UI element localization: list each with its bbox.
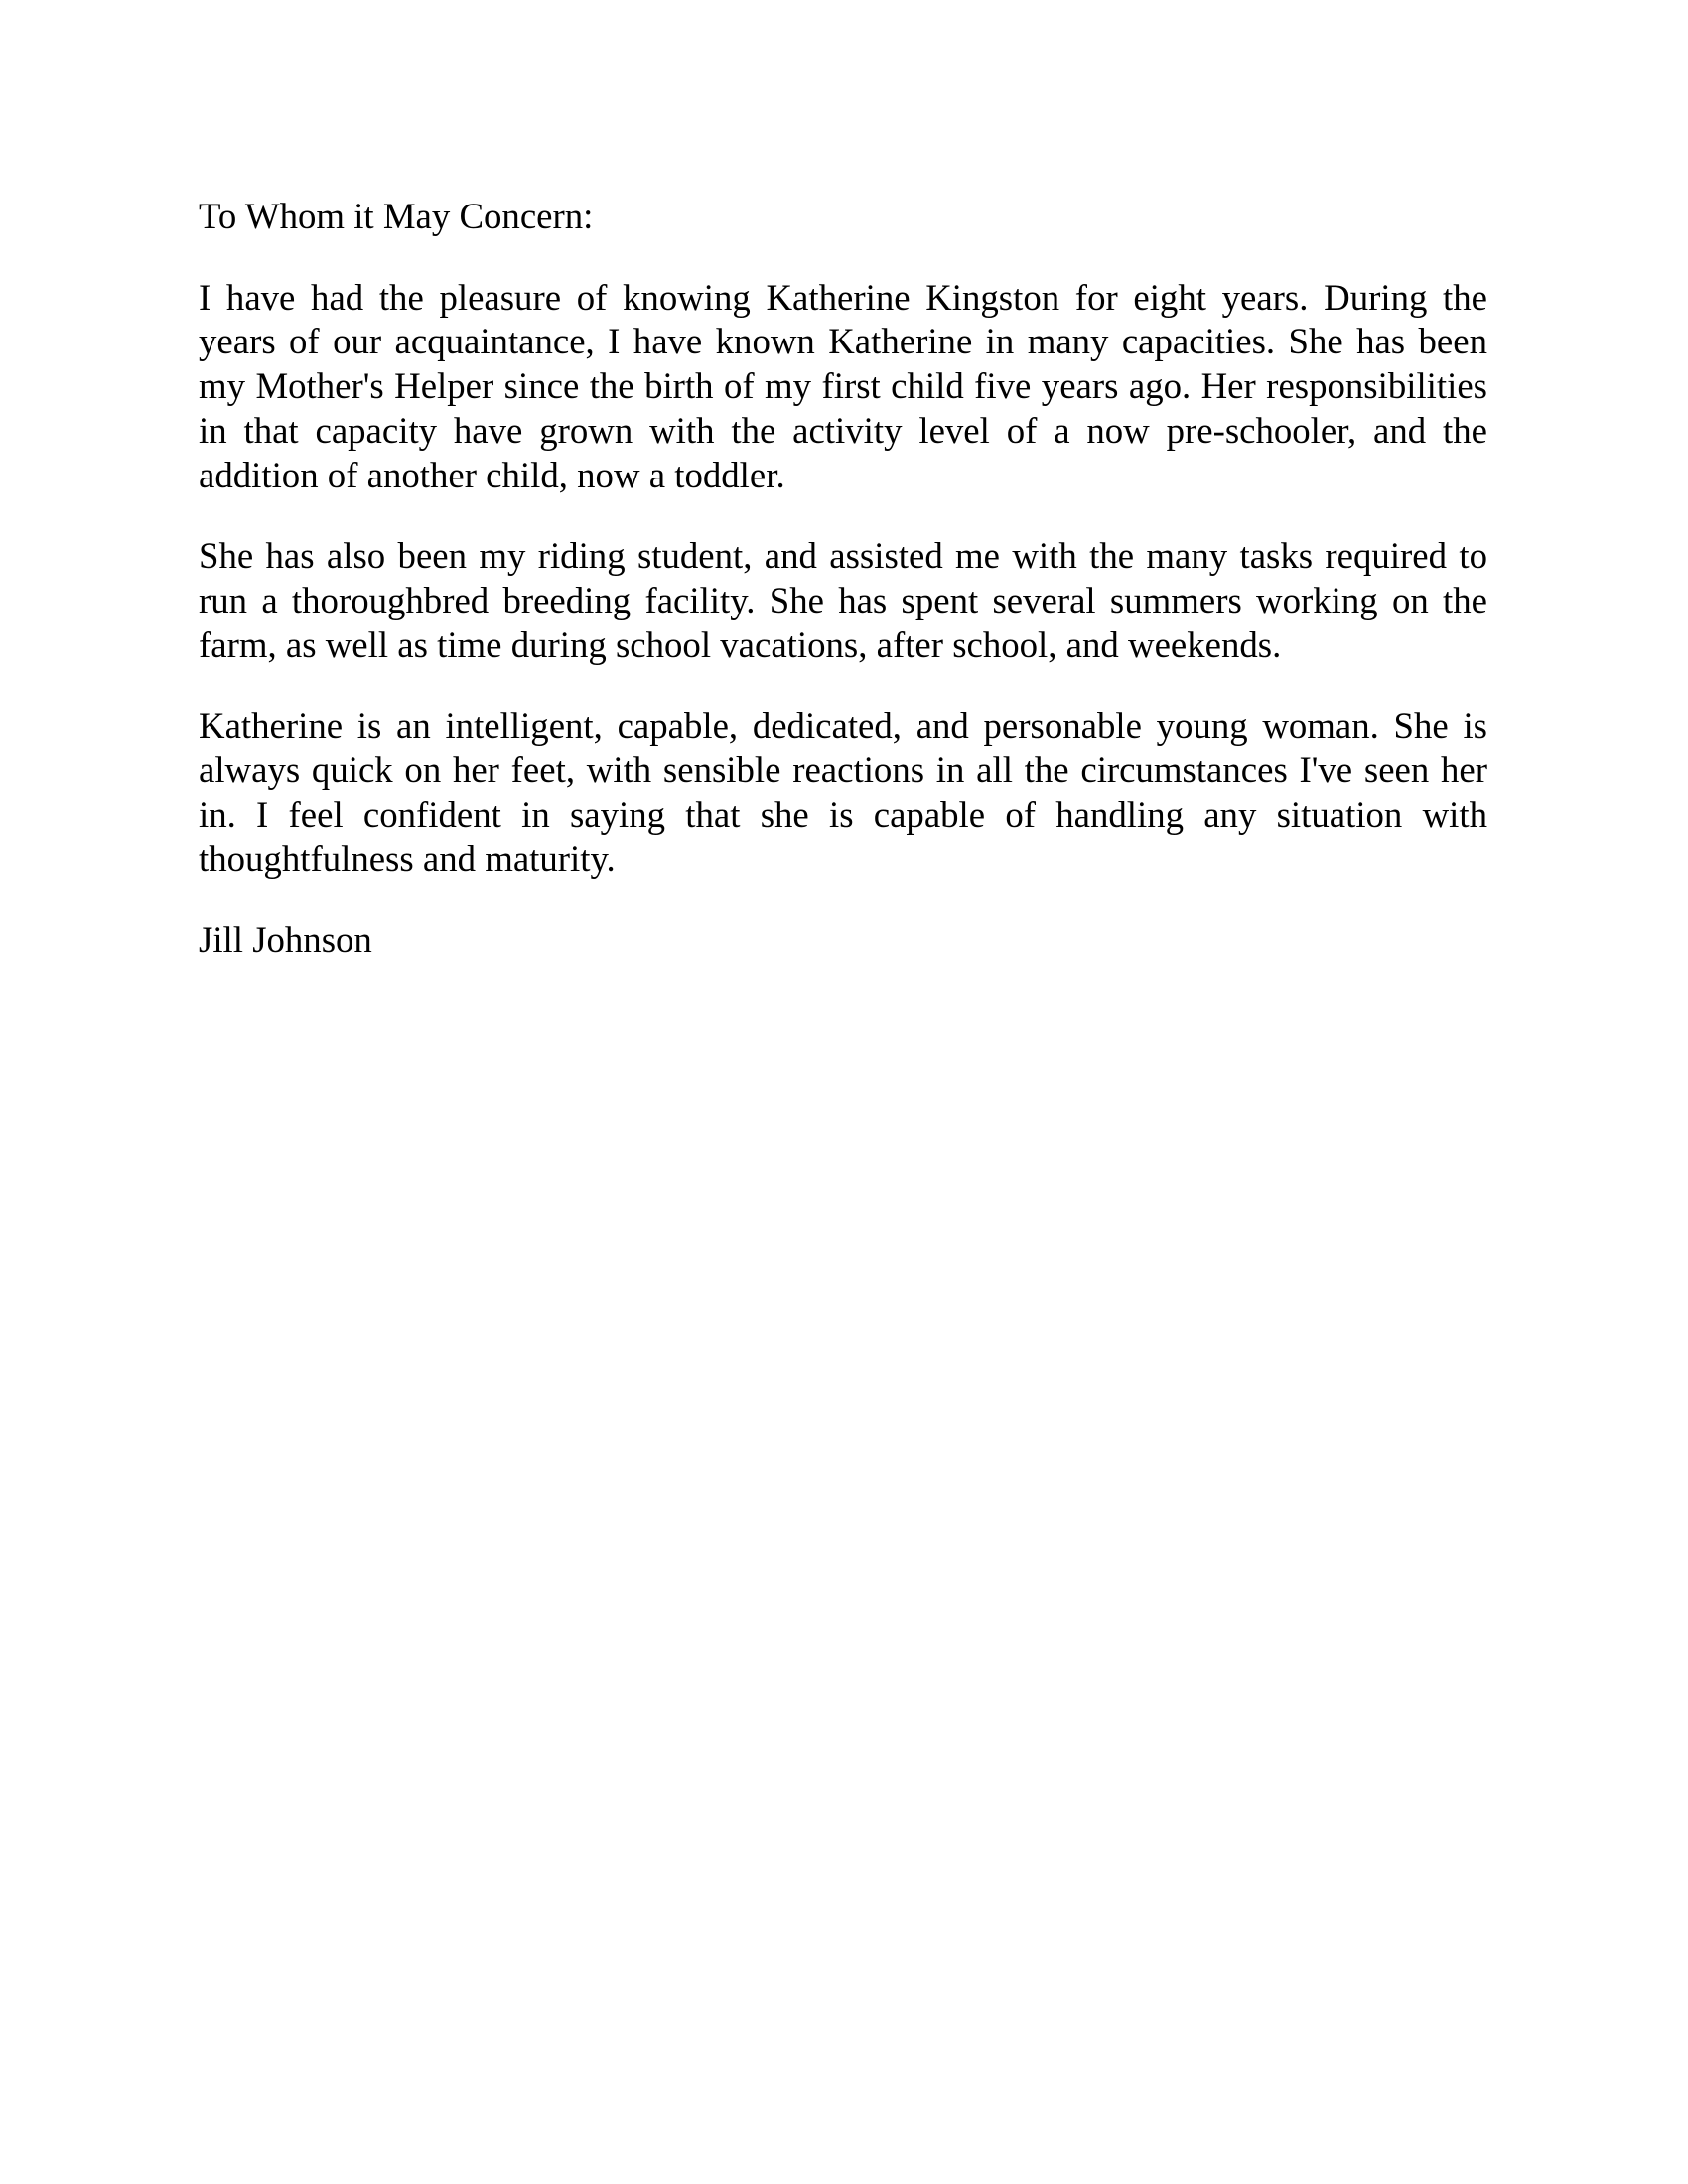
paragraph-acquaintance: I have had the pleasure of knowing Katherine Kingston for eight years. During the years of our acquaintance, I have known Katherine in many capacities. She has been my Mother's Helper since the birth of my first child five years ago. Her responsibilities in that capacity have grown with the activity level of a now pre-schooler, and the addition of another child, now a toddler. xyxy=(199,276,1487,495)
salutation: To Whom it May Concern: xyxy=(199,196,594,236)
letter-body xyxy=(199,195,1487,963)
signature: Jill Johnson xyxy=(199,919,372,961)
paragraph-riding-student: She has also been my riding student, and assisted me with the many tasks required to run a thoroughbred breeding facility. She has spent several summers working on the farm, as well as time during school vacations, after school, and weekends. xyxy=(199,535,1487,665)
paragraph-character: Katherine is an intelligent, capable, dedicated, and personable young woman. She is always quick on her feet, with sensible reactions in all the circumstances I've seen her in. I feel confident in saying that she is capable of handling any situation with thoughtfulness and maturity. xyxy=(199,705,1487,880)
